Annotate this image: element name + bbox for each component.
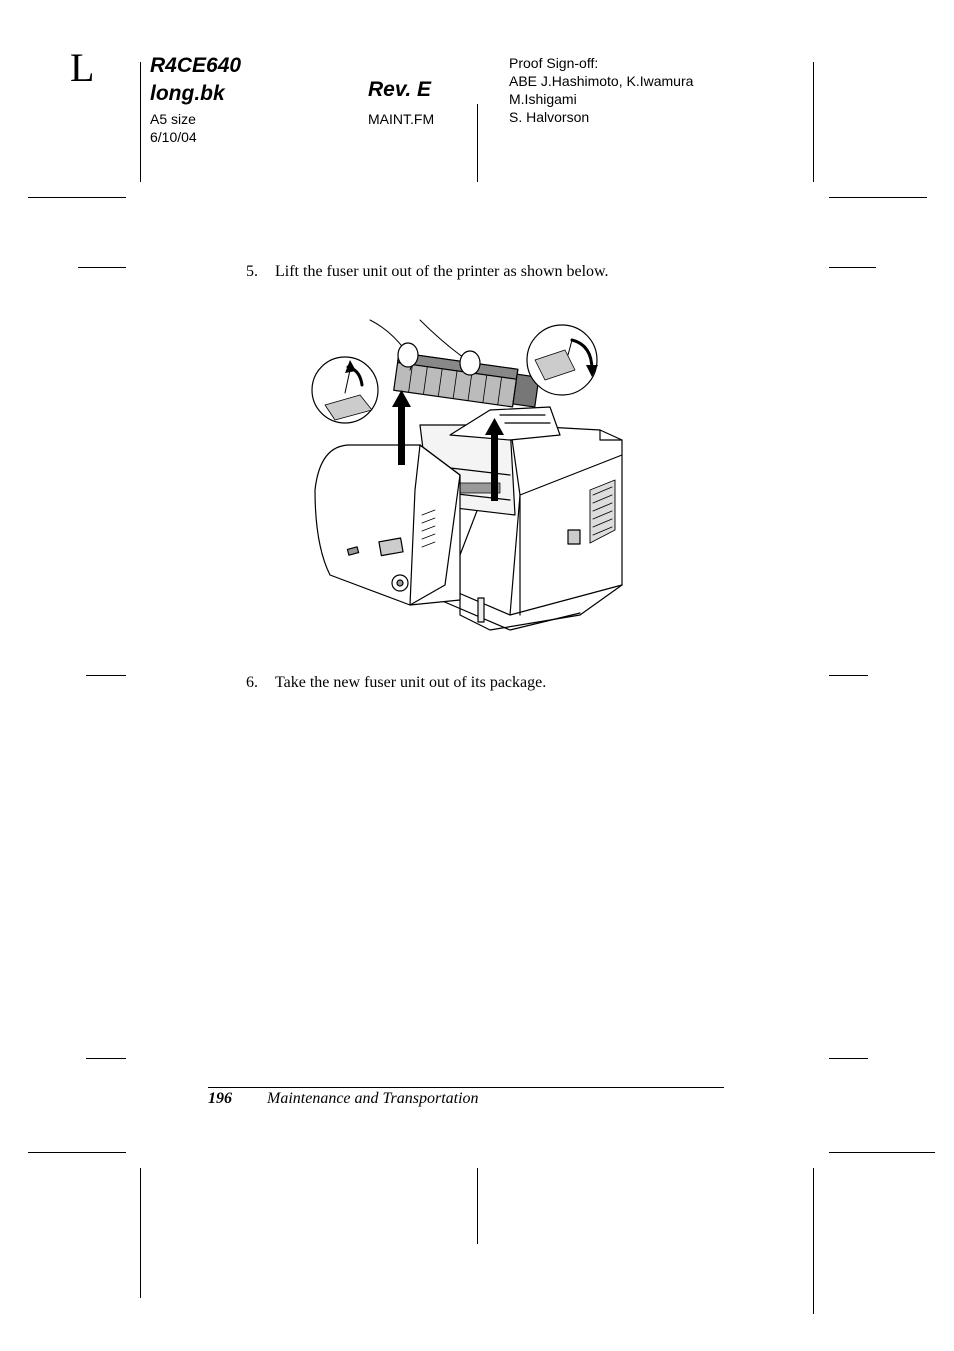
crop-mark [140,1168,141,1298]
crop-mark [829,675,868,676]
file-name: MAINT.FM [368,111,435,127]
crop-mark [78,267,126,268]
crop-mark [140,62,141,182]
crop-mark [829,197,927,198]
revision: Rev. E [368,78,432,101]
proof-line: M.Ishigami [509,91,577,107]
proof-line: S. Halvorson [509,109,590,125]
corner-mark: L [70,45,95,90]
crop-mark [477,1168,478,1244]
crop-mark [829,267,876,268]
crop-mark [813,1168,814,1314]
crop-mark [28,1152,126,1153]
fuser-removal-illustration [310,315,630,635]
step-text: Lift the fuser unit out of the printer as shown below. [275,263,609,280]
proof-label: Proof Sign-off: [509,55,599,71]
proof-signoff [509,54,693,126]
doc-code-line1: R4CE640 [150,54,242,77]
page-number: 196 [208,1090,232,1107]
footer-rule [208,1087,724,1088]
crop-mark [477,104,478,182]
page-size: A5 size [150,111,196,127]
step-5 [246,263,609,281]
crop-mark [86,1058,126,1059]
crop-mark [28,197,126,198]
step-6 [246,674,547,692]
step-number: 5. [246,263,258,280]
step-text: Take the new fuser unit out of its package. [275,674,547,691]
proof-line: ABE J.Hashimoto, K.Iwamura [509,73,694,89]
crop-mark [829,1058,868,1059]
print-date: 6/10/04 [150,129,197,145]
doc-code-line2: long.bk [150,82,225,105]
crop-mark [829,1152,935,1153]
size-date-block [150,110,197,146]
section-title: Maintenance and Transportation [267,1090,479,1107]
crop-mark [813,62,814,182]
step-number: 6. [246,674,258,691]
crop-mark [86,675,126,676]
doc-code [150,52,241,108]
